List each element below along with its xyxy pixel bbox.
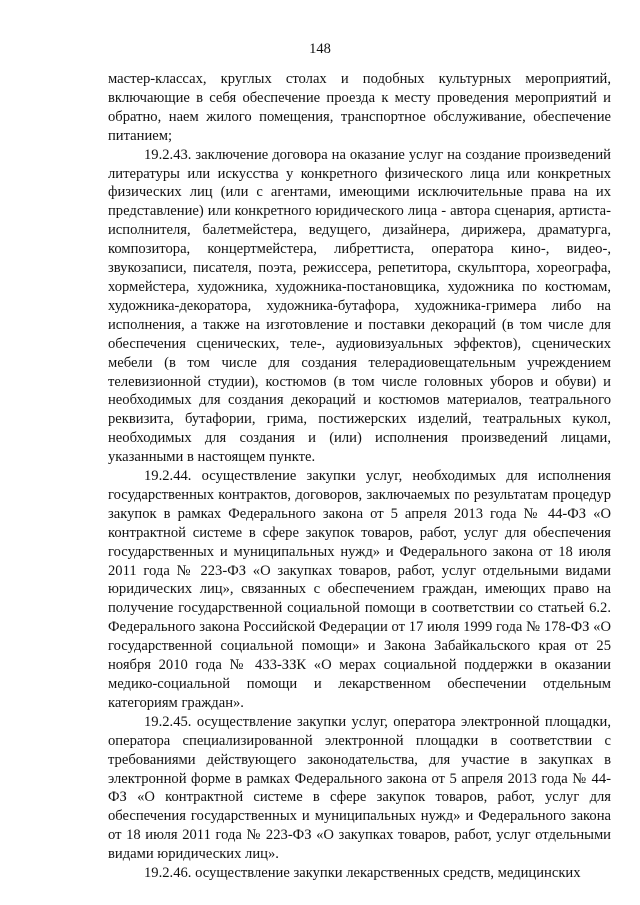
paragraph-continuation: мастер-классах, круглых столах и подобных культурных мероприятий, включающие в себя обеспечение проезда к месту проведения мероприятий и обратно, наем жилого помещения, транспортное обслуживание, обеспечение питанием;: [108, 71, 611, 144]
document-body: [108, 70, 611, 883]
paragraph-19-2-45: 19.2.45. осуществление закупки услуг, оператора электронной площадки, оператора специализированной электронной площадки в соответствии с требованиями действующего законодательства, для участие в закупках в электронной форме в рамках Федерального закона от 5 апреля 2013 года № 44-ФЗ «О контрактной системе в сфере закупок товаров, работ, услуг для обеспечения государственных и муниципальных нужд» и Федерального закона от 18 июля 2011 года № 223-ФЗ «О закупках товаров, работ, услуг отдельными видами юридических лиц».: [108, 713, 611, 863]
page-number: 148: [309, 41, 331, 57]
paragraph-19-2-44: 19.2.44. осуществление закупки услуг, необходимых для исполнения государственных контрактов, договоров, заключаемых по результатам процедур закупок в рамках Федерального закона от 5 апреля 2013 года № 44-ФЗ «О контрактной системе в сфере закупок товаров, работ, услуг для обеспечения государственных и муниципальных нужд» и Федерального закона от 18 июля 2011 года № 223-ФЗ «О закупках товаров, работ, услуг отдельными видами юридических лиц», связанных с обеспечением граждан, имеющих право на получение государственной социальной помощи в соответствии со статьей 6.2. Федерального закона Российской Федерации от 17 июля 1999 года № 178-ФЗ «О государственной социальной помощи» и Закона Забайкальского края от 25 ноября 2010 года № 433-ЗЗК «О мерах социальной поддержки в оказании медико-социальной помощи и лекарственном обеспечении отдельным категориям граждан».: [108, 468, 611, 711]
paragraph-19-2-43: 19.2.43. заключение договора на оказание услуг на создание произведений литературы или искусства у конкретного физического лица или конкретных физических лиц (или с агентами, имеющими исключительные права на их представление) или конкретного юридического лица - автора сценария, артиста-исполнителя, балетмейстера, ведущего, дизайнера, дирижера, драматурга, композитора, концертмейстера, либреттиста, оператора кино-, видео-, звукозаписи, писателя, поэта, режиссера, репетитора, скульптора, хореографа, хормейстера, художника, художника-постановщика, художника по костюмам, художника-декоратора, художника-бутафора, художника-гримера либо на исполнения, а также на изготовление и поставки декораций (в том числе для обеспечения сценических, теле-, аудиовизуальных эффектов), сценических мебели (в том числе для создания телерадиовещательным учреждением телевизионной студии), костюмов (в том числе головных уборов и обуви) и необходимых для создания декораций и костюмов материалов, театрального реквизита, бутафории, грима, постижерских изделий, театральных кукол, необходимых для создания и (или) исполнения произведений лицами, указанными в настоящем пункте.: [108, 146, 611, 466]
paragraph-19-2-46: 19.2.46. осуществление закупки лекарственных средств, медицинских: [144, 865, 581, 882]
